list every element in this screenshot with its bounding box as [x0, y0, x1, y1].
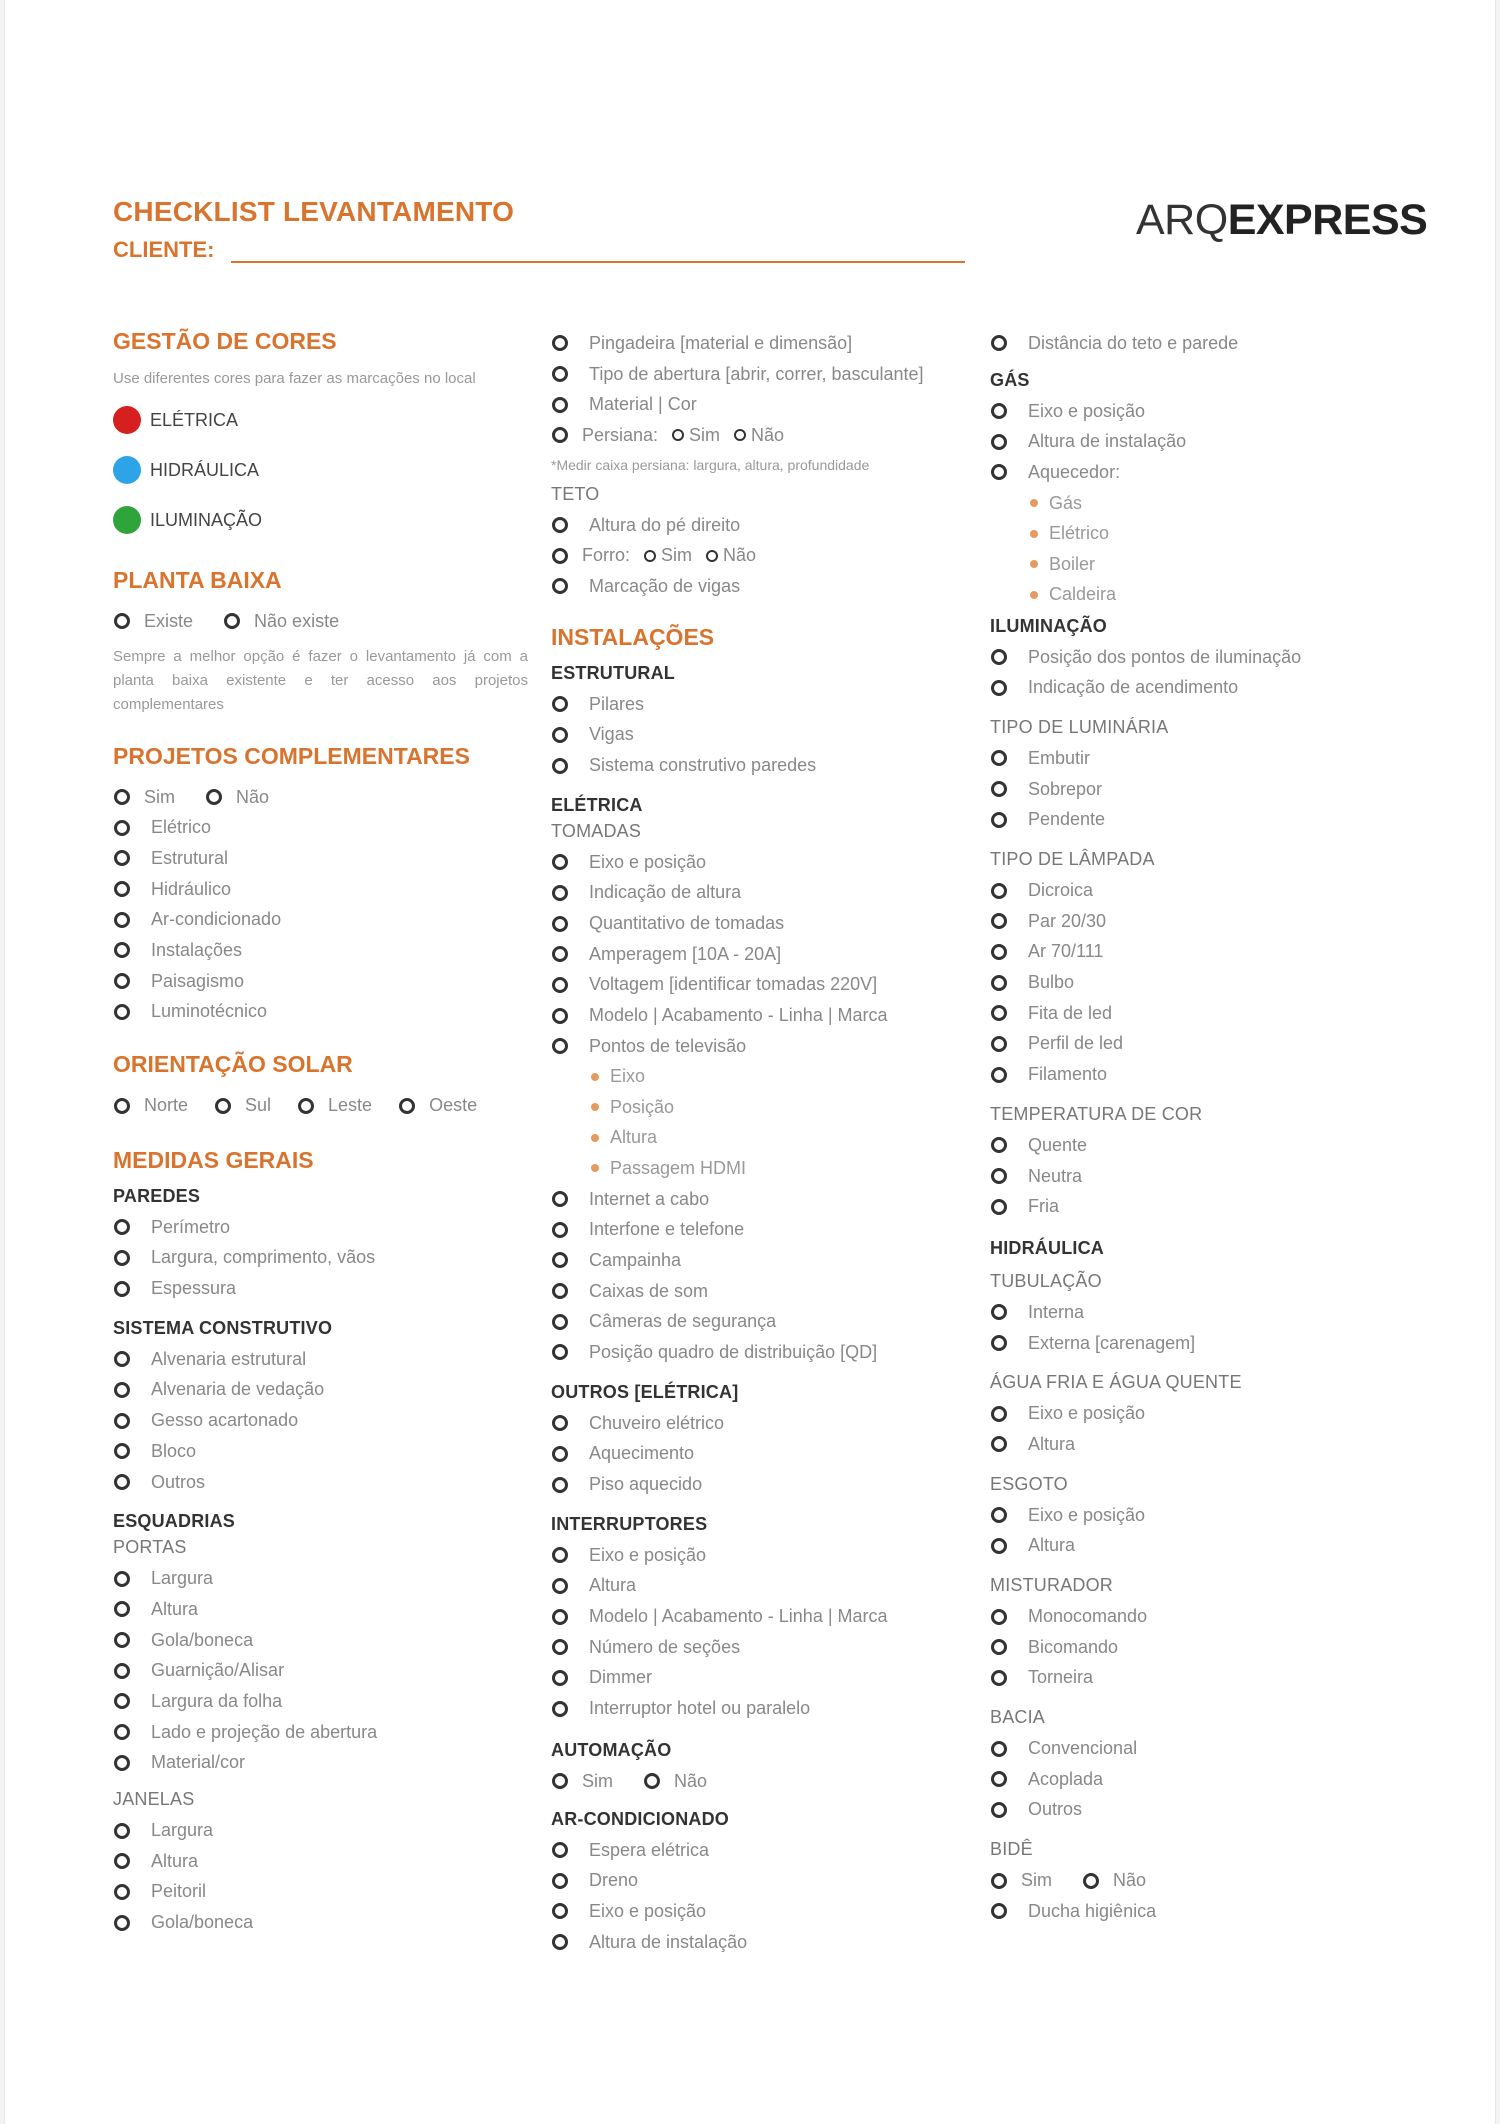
checkbox-circle-icon[interactable] — [991, 1741, 1007, 1757]
checklist-item[interactable]: Convencional — [990, 1733, 1410, 1764]
checklist-item[interactable]: Interfone e telefone — [551, 1214, 961, 1245]
checklist-item[interactable]: Ducha higiênica — [990, 1896, 1410, 1927]
checklist-item[interactable]: Fita de led — [990, 998, 1410, 1029]
checkbox-circle-icon[interactable] — [215, 1098, 231, 1114]
lampada-title: TIPO DE LÂMPADA — [990, 849, 1155, 870]
checklist-item[interactable]: Lado e projeção de abertura — [113, 1717, 528, 1748]
esquadrias-title: ESQUADRIAS — [113, 1511, 236, 1532]
checklist-item[interactable]: Eixo e posição — [990, 1398, 1410, 1429]
checkbox-circle-icon[interactable] — [114, 1632, 130, 1648]
checklist-item[interactable]: Câmeras de segurança — [551, 1306, 961, 1337]
checkbox-circle-icon[interactable] — [991, 649, 1007, 665]
checklist-item[interactable]: Hidráulico — [113, 874, 528, 905]
checklist-item[interactable]: Outros — [990, 1795, 1410, 1826]
checkbox-circle-icon[interactable] — [114, 942, 130, 958]
bullet-item: Posição — [551, 1092, 961, 1123]
checklist-item[interactable]: Sistema construtivo paredes — [551, 750, 961, 781]
esgoto-title: ESGOTO — [990, 1473, 1068, 1494]
checkbox-circle-icon[interactable] — [991, 464, 1007, 480]
checkbox-circle-icon[interactable] — [114, 1004, 130, 1020]
checklist-item[interactable]: Pingadeira [material e dimensão] — [551, 328, 961, 359]
bullet-item: Elétrico — [990, 518, 1410, 549]
checklist-item[interactable]: Filamento — [990, 1059, 1410, 1090]
checkbox-circle-icon[interactable] — [114, 1823, 130, 1839]
checkbox-circle-icon[interactable] — [552, 1477, 568, 1493]
hidraulica-title: HIDRÁULICA — [990, 1238, 1104, 1259]
checkbox-circle-icon[interactable] — [552, 1639, 568, 1655]
tubulacao-list — [990, 1297, 1410, 1358]
gestao-text: Use diferentes cores para fazer as marcações no local — [113, 370, 476, 387]
bullet-dot-icon — [591, 1103, 599, 1111]
checkbox-circle-icon[interactable] — [991, 1335, 1007, 1351]
color-legend-iluminacao: ILUMINAÇÃO — [113, 495, 528, 545]
checkbox-circle-icon[interactable] — [114, 1571, 130, 1587]
checkbox-circle-icon[interactable] — [734, 429, 746, 441]
checklist-item[interactable]: Vigas — [551, 720, 961, 751]
checkbox-circle-icon[interactable] — [552, 1446, 568, 1462]
checklist-item[interactable]: Monocomando — [990, 1601, 1410, 1632]
checkbox-circle-icon[interactable] — [114, 1601, 130, 1617]
checkbox-circle-icon[interactable] — [114, 820, 130, 836]
checkbox-circle-icon[interactable] — [644, 550, 656, 562]
checkbox-circle-icon[interactable] — [114, 1413, 130, 1429]
checkbox-circle-icon[interactable] — [206, 789, 222, 805]
blue-dot-icon — [113, 456, 141, 484]
temperatura-title: TEMPERATURA DE COR — [990, 1104, 1203, 1124]
checkbox-circle-icon[interactable] — [991, 1168, 1007, 1184]
checkbox-circle-icon[interactable] — [552, 1191, 568, 1207]
bide-options: Sim Não — [990, 1865, 1410, 1896]
checkbox-circle-icon[interactable] — [114, 973, 130, 989]
projetos-options: Sim Não — [113, 782, 528, 813]
checkbox-circle-icon[interactable] — [114, 1250, 130, 1266]
checklist-item[interactable]: Indicação de acendimento — [990, 672, 1410, 703]
checklist-item[interactable]: Alvenaria estrutural — [113, 1344, 528, 1375]
persiana-note: *Medir caixa persiana: largura, altura, profundidade — [551, 456, 870, 473]
checklist-item[interactable]: Bloco — [113, 1436, 528, 1467]
checkbox-circle-icon[interactable] — [991, 1873, 1007, 1889]
agua-list — [990, 1398, 1410, 1459]
checklist-item[interactable]: Modelo | Acabamento - Linha | Marca — [551, 1601, 961, 1632]
checkbox-circle-icon[interactable] — [552, 1670, 568, 1686]
checkbox-circle-icon[interactable] — [552, 517, 568, 533]
checkbox-circle-icon[interactable] — [991, 1036, 1007, 1052]
checklist-item[interactable]: Altura — [551, 1571, 961, 1602]
checkbox-circle-icon[interactable] — [706, 550, 718, 562]
checklist-item[interactable]: Eixo e posição — [551, 847, 961, 878]
brand-logo: ARQEXPRESS — [1136, 196, 1428, 244]
column-3 — [990, 328, 1410, 1927]
checkbox-circle-icon[interactable] — [114, 1219, 130, 1235]
checklist-item[interactable]: Caixas de som — [551, 1276, 961, 1307]
esquadria-extra-list — [551, 328, 961, 420]
checklist-item[interactable]: Marcação de vigas — [551, 571, 961, 602]
checklist-item[interactable]: Externa [carenagem] — [990, 1328, 1410, 1359]
tomadas-list — [551, 847, 961, 1062]
checklist-item[interactable]: Quente — [990, 1130, 1410, 1161]
eletrica-title: ELÉTRICA — [551, 794, 643, 815]
checkbox-circle-icon[interactable] — [552, 1008, 568, 1024]
bullet-item: Altura — [551, 1123, 961, 1154]
checklist-item[interactable]: Perfil de led — [990, 1029, 1410, 1060]
esgoto-list — [990, 1500, 1410, 1561]
checkbox-circle-icon[interactable] — [552, 727, 568, 743]
checklist-item[interactable]: Distância do teto e parede — [990, 328, 1410, 359]
checklist-item[interactable]: Altura de instalação — [990, 426, 1410, 457]
checkbox-circle-icon[interactable] — [114, 850, 130, 866]
checklist-item[interactable]: Aquecedor: — [990, 457, 1410, 488]
tv-bullet-list — [551, 1062, 961, 1184]
checkbox-circle-icon[interactable] — [114, 1443, 130, 1459]
checklist-item[interactable]: Posição dos pontos de iluminação — [990, 642, 1410, 673]
outros-eletrica-title: OUTROS [ELÉTRICA] — [551, 1381, 739, 1402]
checkbox-circle-icon[interactable] — [991, 913, 1007, 929]
checklist-item[interactable]: Quantitativo de tomadas — [551, 908, 961, 939]
checklist-item[interactable]: Eixo e posição — [990, 1500, 1410, 1531]
checklist-item[interactable]: Altura — [113, 1594, 528, 1625]
checklist-item[interactable]: Voltagem [identificar tomadas 220V] — [551, 970, 961, 1001]
checkbox-circle-icon[interactable] — [991, 1067, 1007, 1083]
janelas-title: JANELAS — [113, 1789, 195, 1810]
checklist-item[interactable]: Alvenaria de vedação — [113, 1375, 528, 1406]
luminaria-title: TIPO DE LUMINÁRIA — [990, 717, 1169, 738]
checklist-item[interactable]: Pilares — [551, 689, 961, 720]
checklist-item[interactable]: Eixo e posição — [551, 1540, 961, 1571]
checklist-item[interactable]: Bulbo — [990, 967, 1410, 998]
iluminacao-list — [990, 642, 1410, 703]
bullet-dot-icon — [591, 1164, 599, 1172]
checklist-item[interactable]: Paisagismo — [113, 966, 528, 997]
checklist-item[interactable]: Altura — [990, 1429, 1410, 1460]
checkbox-circle-icon[interactable] — [114, 1693, 130, 1709]
estrutural-title: ESTRUTURAL — [551, 662, 675, 683]
bullet-item: Eixo — [551, 1062, 961, 1093]
portas-list — [113, 1563, 528, 1778]
projetos-list — [113, 812, 528, 1027]
checklist-item[interactable]: Modelo | Acabamento - Linha | Marca — [551, 1000, 961, 1031]
checkbox-circle-icon[interactable] — [552, 1038, 568, 1054]
checklist-item[interactable]: Chuveiro elétrico — [551, 1408, 961, 1439]
bullet-item: Caldeira — [990, 579, 1410, 610]
checkbox-circle-icon[interactable] — [991, 403, 1007, 419]
tomadas-list-2 — [551, 1184, 961, 1368]
interruptores-title: INTERRUPTORES — [551, 1513, 708, 1534]
luminaria-list — [990, 743, 1410, 835]
checkbox-circle-icon[interactable] — [991, 1802, 1007, 1818]
checklist-item[interactable]: Indicação de altura — [551, 878, 961, 909]
checklist-item[interactable]: Interna — [990, 1297, 1410, 1328]
checkbox-circle-icon[interactable] — [552, 1252, 568, 1268]
checklist-item[interactable]: Par 20/30 — [990, 906, 1410, 937]
checkbox-circle-icon[interactable] — [991, 1670, 1007, 1686]
bullet-dot-icon — [1030, 530, 1038, 538]
checkbox-circle-icon[interactable] — [991, 883, 1007, 899]
checklist-item[interactable]: Número de seções — [551, 1632, 961, 1663]
checkbox-circle-icon[interactable] — [991, 1639, 1007, 1655]
checklist-item[interactable]: Pendente — [990, 805, 1410, 836]
checkbox-circle-icon[interactable] — [991, 1507, 1007, 1523]
checklist-item[interactable]: Altura de instalação — [551, 1927, 961, 1958]
checkbox-circle-icon[interactable] — [991, 944, 1007, 960]
checklist-item[interactable]: Sobrepor — [990, 774, 1410, 805]
checkbox-circle-icon[interactable] — [991, 1436, 1007, 1452]
checklist-item[interactable]: Campainha — [551, 1245, 961, 1276]
checkbox-circle-icon[interactable] — [552, 1415, 568, 1431]
bullet-dot-icon — [1030, 591, 1038, 599]
checkbox-circle-icon[interactable] — [991, 335, 1007, 351]
checklist-item[interactable]: Tipo de abertura [abrir, correr, basculante] — [551, 359, 961, 390]
checklist-item[interactable]: Instalações — [113, 935, 528, 966]
checkbox-circle-icon[interactable] — [991, 1137, 1007, 1153]
checkbox-circle-icon[interactable] — [552, 885, 568, 901]
checkbox-circle-icon[interactable] — [552, 578, 568, 594]
checkbox-circle-icon[interactable] — [991, 750, 1007, 766]
client-label: CLIENTE: — [113, 237, 215, 262]
checkbox-circle-icon[interactable] — [552, 1701, 568, 1717]
section-gestao-title: GESTÃO DE CORES — [113, 328, 337, 354]
estrutural-list — [551, 689, 961, 781]
checkbox-circle-icon[interactable] — [991, 781, 1007, 797]
checkbox-circle-icon[interactable] — [114, 1755, 130, 1771]
checkbox-circle-icon[interactable] — [991, 1199, 1007, 1215]
checkbox-circle-icon[interactable] — [552, 1344, 568, 1360]
checkbox-circle-icon[interactable] — [552, 696, 568, 712]
checkbox-circle-icon[interactable] — [672, 429, 684, 441]
green-dot-icon — [113, 506, 141, 534]
checklist-item[interactable]: Material | Cor — [551, 389, 961, 420]
column-2 — [551, 328, 961, 1957]
checkbox-circle-icon[interactable] — [552, 1773, 568, 1789]
client-name-line[interactable] — [231, 261, 965, 263]
checkbox-circle-icon[interactable] — [114, 1474, 130, 1490]
checkbox-circle-icon[interactable] — [552, 1873, 568, 1889]
red-dot-icon — [113, 406, 141, 434]
gas-title: GÁS — [990, 369, 1030, 390]
tubulacao-title: TUBULAÇÃO — [990, 1271, 1102, 1292]
checklist-item[interactable]: Espera elétrica — [551, 1835, 961, 1866]
checkbox-circle-icon[interactable] — [552, 1609, 568, 1625]
tomadas-title: TOMADAS — [551, 820, 642, 841]
checklist-item[interactable]: Piso aquecido — [551, 1469, 961, 1500]
checklist-item[interactable]: Gola/boneca — [113, 1907, 528, 1938]
checkbox-circle-icon[interactable] — [552, 366, 568, 382]
checkbox-circle-icon[interactable] — [552, 548, 568, 564]
checkbox-circle-icon[interactable] — [399, 1098, 415, 1114]
checkbox-circle-icon[interactable] — [114, 1098, 130, 1114]
checklist-item[interactable]: Eixo e posição — [990, 396, 1410, 427]
portas-title: PORTAS — [113, 1537, 187, 1558]
checklist-item[interactable]: Acoplada — [990, 1764, 1410, 1795]
section-instalacoes-title: INSTALAÇÕES — [551, 623, 715, 650]
checklist-item[interactable]: Internet a cabo — [551, 1184, 961, 1215]
checklist-item[interactable]: Gesso acartonado — [113, 1405, 528, 1436]
checklist-item[interactable]: Guarnição/Alisar — [113, 1655, 528, 1686]
bullet-dot-icon — [591, 1134, 599, 1142]
checkbox-circle-icon[interactable] — [991, 975, 1007, 991]
orientacao-options: Norte Sul Leste Oeste — [113, 1090, 528, 1121]
checkbox-circle-icon[interactable] — [114, 1351, 130, 1367]
gas-list — [990, 396, 1410, 488]
checkbox-circle-icon[interactable] — [114, 912, 130, 928]
checklist-item[interactable]: Altura do pé direito — [551, 510, 961, 541]
checkbox-circle-icon[interactable] — [552, 1222, 568, 1238]
checkbox-circle-icon[interactable] — [991, 680, 1007, 696]
checklist-item[interactable]: Ar-condicionado — [113, 904, 528, 935]
bullet-dot-icon — [1030, 560, 1038, 568]
bullet-dot-icon — [1030, 499, 1038, 507]
bacia-list — [990, 1733, 1410, 1825]
automacao-title: AUTOMAÇÃO — [551, 1740, 672, 1760]
checkbox-circle-icon[interactable] — [991, 1609, 1007, 1625]
section-projetos-title: PROJETOS COMPLEMENTARES — [113, 742, 470, 769]
checklist-page — [4, 0, 1496, 2124]
checklist-item[interactable]: Posição quadro de distribuição [QD] — [551, 1337, 961, 1368]
checklist-item[interactable]: Amperagem [10A - 20A] — [551, 939, 961, 970]
checkbox-circle-icon[interactable] — [991, 1005, 1007, 1021]
checklist-item[interactable]: Espessura — [113, 1273, 528, 1304]
checklist-item[interactable]: Gola/boneca — [113, 1625, 528, 1656]
checklist-item[interactable]: Fria — [990, 1191, 1410, 1222]
sistema-list — [113, 1344, 528, 1497]
checklist-item[interactable]: Largura — [113, 1563, 528, 1594]
checkbox-circle-icon[interactable] — [552, 1842, 568, 1858]
checkbox-circle-icon[interactable] — [114, 1853, 130, 1869]
checklist-item[interactable]: Estrutural — [113, 843, 528, 874]
checkbox-circle-icon[interactable] — [991, 1406, 1007, 1422]
planta-options: Existe Não existe — [113, 606, 528, 637]
checkbox-circle-icon[interactable] — [991, 1304, 1007, 1320]
outros-eletrica-list — [551, 1408, 961, 1500]
bullet-item: Gás — [990, 488, 1410, 519]
checkbox-circle-icon[interactable] — [552, 1283, 568, 1299]
checkbox-circle-icon[interactable] — [552, 916, 568, 932]
aquecedor-bullet-list — [990, 488, 1410, 610]
checklist-item[interactable]: Eixo e posição — [551, 1896, 961, 1927]
checklist-item[interactable]: Ar 70/111 — [990, 937, 1410, 968]
checkbox-circle-icon[interactable] — [298, 1098, 314, 1114]
color-legend-eletrica: ELÉTRICA — [113, 395, 528, 445]
checkbox-circle-icon[interactable] — [552, 1547, 568, 1563]
ar-condicionado-list — [551, 1835, 961, 1958]
checkbox-circle-icon[interactable] — [114, 1724, 130, 1740]
checkbox-circle-icon[interactable] — [991, 1538, 1007, 1554]
checkbox-circle-icon[interactable] — [114, 1663, 130, 1679]
checkbox-circle-icon[interactable] — [644, 1773, 660, 1789]
checklist-item[interactable]: Largura da folha — [113, 1686, 528, 1717]
checklist-item[interactable]: Elétrico — [113, 812, 528, 843]
checkbox-circle-icon[interactable] — [114, 613, 130, 629]
checkbox-circle-icon[interactable] — [114, 881, 130, 897]
checklist-item[interactable]: Aquecimento — [551, 1439, 961, 1470]
misturador-list — [990, 1601, 1410, 1693]
checklist-item[interactable]: Interruptor hotel ou paralelo — [551, 1693, 961, 1724]
bide-title: BIDÊ — [990, 1839, 1033, 1860]
paredes-list — [113, 1212, 528, 1304]
page-title: CHECKLIST LEVANTAMENTO — [113, 196, 515, 227]
checkbox-circle-icon[interactable] — [1083, 1873, 1099, 1889]
paredes-title: PAREDES — [113, 1185, 201, 1206]
temperatura-list — [990, 1130, 1410, 1222]
checklist-item[interactable]: Largura — [113, 1815, 528, 1846]
checklist-item[interactable]: Altura — [990, 1531, 1410, 1562]
color-legend-hidraulica: HIDRÁULICA — [113, 445, 528, 495]
checkbox-circle-icon[interactable] — [552, 977, 568, 993]
bullet-item: Passagem HDMI — [551, 1153, 961, 1184]
planta-text: Sempre a melhor opção é fazer o levantamento já com a planta baixa existente e ter acesso aos projetos complementares — [113, 647, 528, 713]
section-planta-title: PLANTA BAIXA — [113, 567, 282, 593]
checklist-item[interactable]: Pontos de televisão — [551, 1031, 961, 1062]
checkbox-circle-icon[interactable] — [114, 1915, 130, 1931]
janelas-list — [113, 1815, 528, 1938]
checkbox-circle-icon[interactable] — [552, 1314, 568, 1330]
checklist-item[interactable]: Dreno — [551, 1865, 961, 1896]
bacia-title: BACIA — [990, 1707, 1046, 1728]
checkbox-circle-icon[interactable] — [552, 946, 568, 962]
automacao-options: Sim Não — [551, 1766, 961, 1797]
checklist-item[interactable]: Material/cor — [113, 1748, 528, 1779]
bullet-item: Boiler — [990, 549, 1410, 580]
checkbox-circle-icon[interactable] — [552, 427, 568, 443]
checkbox-circle-icon[interactable] — [991, 434, 1007, 450]
lampada-list — [990, 875, 1410, 1090]
checkbox-circle-icon[interactable] — [552, 758, 568, 774]
section-medidas-title: MEDIDAS GERAIS — [113, 1146, 314, 1173]
checkbox-circle-icon[interactable] — [991, 1771, 1007, 1787]
checklist-item[interactable]: Perímetro — [113, 1212, 528, 1243]
checkbox-circle-icon[interactable] — [991, 1903, 1007, 1919]
checklist-item[interactable]: Luminotécnico — [113, 997, 528, 1028]
checkbox-circle-icon[interactable] — [552, 335, 568, 351]
column-1 — [113, 328, 528, 1938]
ar-condicionado-title: AR-CONDICIONADO — [551, 1808, 729, 1829]
teto-title: TETO — [551, 483, 600, 504]
checkbox-circle-icon[interactable] — [552, 854, 568, 870]
checklist-item[interactable]: Torneira — [990, 1663, 1410, 1694]
checklist-item[interactable]: Dimmer — [551, 1663, 961, 1694]
persiana-row: Persiana: Sim Não — [551, 420, 961, 451]
interruptores-list — [551, 1540, 961, 1724]
checklist-item[interactable]: Neutra — [990, 1161, 1410, 1192]
checkbox-circle-icon[interactable] — [114, 1382, 130, 1398]
checkbox-circle-icon[interactable] — [552, 1934, 568, 1950]
checklist-item[interactable]: Bicomando — [990, 1632, 1410, 1663]
bullet-dot-icon — [591, 1073, 599, 1081]
iluminacao-title: ILUMINAÇÃO — [990, 615, 1107, 636]
misturador-title: MISTURADOR — [990, 1575, 1113, 1596]
checklist-item[interactable]: Outros — [113, 1467, 528, 1498]
checkbox-circle-icon[interactable] — [114, 1884, 130, 1900]
checkbox-circle-icon[interactable] — [552, 1578, 568, 1594]
checkbox-circle-icon[interactable] — [114, 789, 130, 805]
checkbox-circle-icon[interactable] — [552, 1903, 568, 1919]
checklist-item[interactable]: Largura, comprimento, vãos — [113, 1243, 528, 1274]
section-orientacao-title: ORIENTAÇÃO SOLAR — [113, 1051, 353, 1078]
agua-title: ÁGUA FRIA E ÁGUA QUENTE — [990, 1372, 1242, 1393]
checkbox-circle-icon[interactable] — [991, 812, 1007, 828]
checklist-item[interactable]: Dicroica — [990, 875, 1410, 906]
checklist-item[interactable]: Altura — [113, 1846, 528, 1877]
checkbox-circle-icon[interactable] — [114, 1281, 130, 1297]
checkbox-circle-icon[interactable] — [224, 613, 240, 629]
forro-row: Forro: Sim Não — [551, 540, 961, 571]
checkbox-circle-icon[interactable] — [552, 397, 568, 413]
checklist-item[interactable]: Embutir — [990, 743, 1410, 774]
checklist-item[interactable]: Peitoril — [113, 1877, 528, 1908]
sistema-title: SISTEMA CONSTRUTIVO — [113, 1317, 333, 1338]
